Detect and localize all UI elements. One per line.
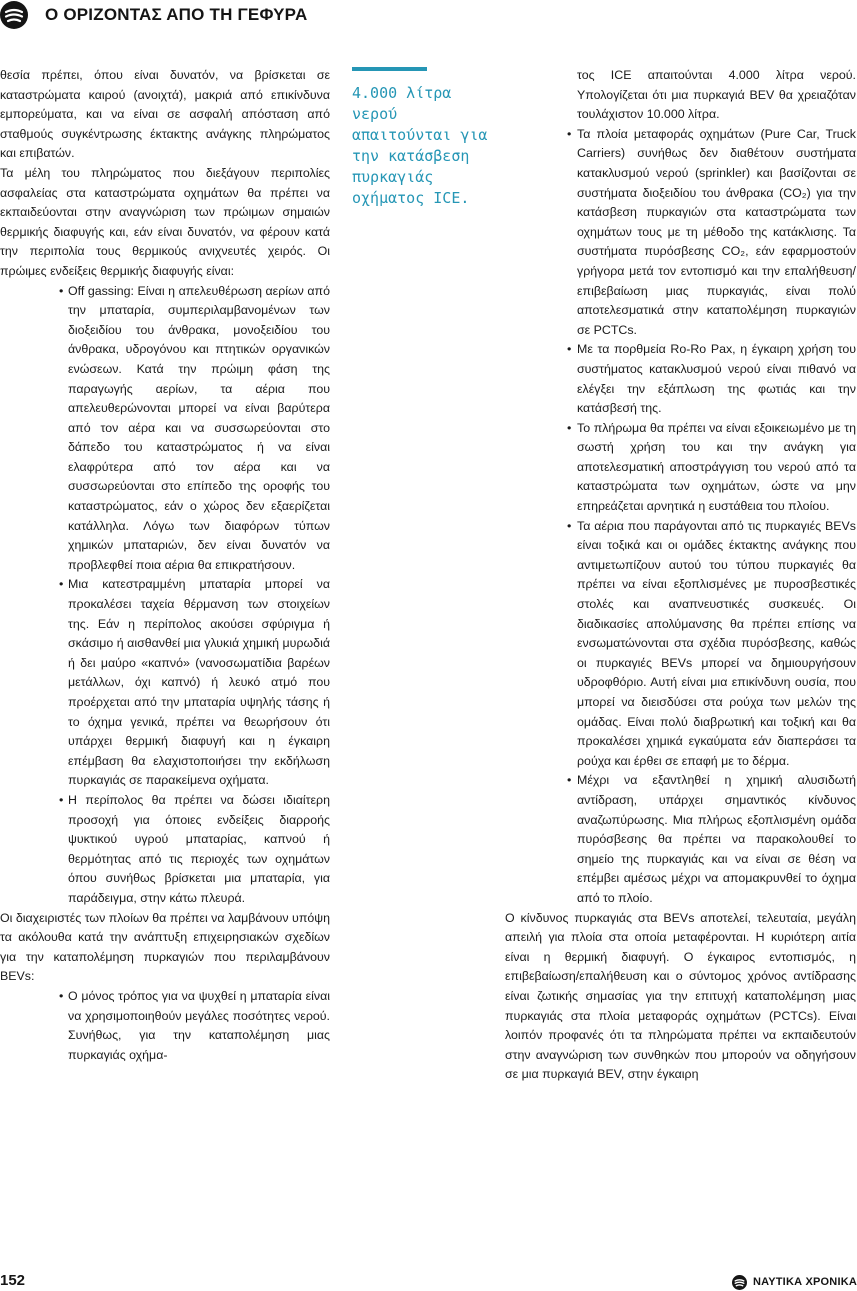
paragraph: Τα μέλη του πληρώματος που διεξάγουν περιπολίες ασφαλείας στα καταστρώματα οχημάτων θα πρέπει να εκπαιδεύονται στην αναγνώριση των πρώιμων σημαιών θερμικής διαφυγής και, εάν είναι δυνατόν, να φέρουν κατά την περιπολία τους θερμικούς ανιχνευτές χειρός. Οι πρώιμες ενδείξεις θερμικής διαφυγής είναι: [0,165,330,278]
list-item: • Τα πλοία μεταφοράς οχημάτων (Pure Car, Truck Carriers) συνήθως δεν διαθέτουν συστήματα κατακλυσμού νερού (sprinkler) και βασίζονται σε συστήματα διοξειδίου του άνθρακα (CO₂) για την κατάσβεση πυρκαγιών στα καταστρώματα των οχημάτων τους με τη μέθοδο της κατάκλισης. Τα συστήματα πυρόσβεσης CO₂, εάν εφαρμοστούν γρήγορα μετά τον εντοπισμό και την επαλήθευση/επιβεβαίωση μιας πυρκαγιάς, είναι πολύ αποτελεσματικά στην καταπολέμηση πυρκαγιών σε PCTCs. [505,125,856,341]
publication-logo-icon [0,1,28,29]
list-item: • Το πλήρωμα θα πρέπει να είναι εξοικειωμένο με τη σωστή χρήση του και την ανάγκη για αποτελεσματική αποστράγγιση του νερού από τα καταστρώματα των οχημάτων, ώστε να μην επηρεάζεται αρνητικά η ευστάθεια του πλοίου. [505,419,856,517]
page-header [0,0,857,30]
footer-brand [732,1274,857,1290]
section-title: Ο ΟΡΙΖΟΝΤΑΣ ΑΠΟ ΤΗ ΓΕΦΥΡΑ [45,5,308,24]
list-item: • Τα αέρια που παράγονται από τις πυρκαγιές BEVs είναι τοξικά και οι ομάδες έκτακτης ανάγκης που αντιμετωπίζουν αυτού του τύπου πυρκαγιές θα πρέπει να είναι εξοπλισμένες με πυροσβεστικές στολές και αναπνευστικές συσκευές. Οι διαδικασίες απολύμανσης θα πρέπει επίσης να ενσωματώνονται στα σχέδια πυρόσβεσης, καθώς οι πυρκαγιές BEVs μπορεί να δημιουργήσουν υδροφθόριο. Αυτή είναι μια επικίνδυνη ουσία, που μπορεί να διεισδύσει στα ρούχα των μελών της ομάδας. Είναι πολύ διαβρωτική και τοξική και θα προκαλέσει χημικά εγκαύματα εάν διαπεράσει τα ρούχα και έρθει σε επαφή με το δέρμα. [505,517,856,772]
publication-logo-icon [732,1275,747,1290]
paragraph: θεσία πρέπει, όπου είναι δυνατόν, να βρίσκεται σε καταστρώματα καιρού (ανοιχτά), μακριά από επικίνδυνα εμπορεύματα, και να είναι σε ασφαλή απόσταση από σταθμούς συγκέντρωσης έκτακτης ανάγκης πληρώματος και επιβατών. [0,68,330,161]
right-column [505,66,856,1085]
page-number: 152 [0,1272,26,1289]
bullet-list [505,125,856,909]
paragraph: Οι διαχειριστές των πλοίων θα πρέπει να λαμβάνουν υπόψη τα ακόλουθα κατά την ανάπτυξη επιχειρησιακών σχεδίων για την καταπολέμηση πυρκαγιών που περιλαμβάνουν BEVs: [0,910,330,984]
list-item: • Off gassing: Είναι η απελευθέρωση αερίων από την μπαταρία, συμπεριλαμβανομένων των διοξειδίου του άνθρακα, μονοξειδίου του άνθρακα, υδρογόνου και πτητικών οργανικών ενώσεων. Κατά την πρώιμη φάση της παραγωγής αερίων, τα αέρια που απελευθερώνονται μπορεί να είναι βαρύτερα από τον αέρα και να συσσωρεύονται στο δάπεδο του καταστρώματος ή να είναι ελαφρύτερα από τον αέρα και να συσσωρεύονται στο επίπεδο της οροφής του καταστρώματος, εάν ο χώρος δεν εξαερίζεται κατάλληλα. Λόγω των διαφόρων τύπων χημικών μπαταριών, δεν είναι δυνατόν να προβλεφθεί ποια αέρια θα επικρατήσουν. [0,282,330,576]
pull-quote-text: 4.000 λίτρα νερού απαιτούνται για την κατάσβεση πυρκαγιάς οχήματος ICE. [352,84,488,207]
list-item: • Μια κατεστραμμένη μπαταρία μπορεί να προκαλέσει ταχεία θέρμανση των στοιχείων της. Εάν η περίπολος ακούσει σφύριγμα ή σκάσιμο ή αισθανθεί μια γλυκιά χημική μυρωδιά ή δει μαύρο «καπνό» (νανοσωματίδια βαρέων μετάλλων, όχι καπνό) ή λευκό ατμό που προέρχεται από την μπαταρία υψηλής τάσης ή το όχημα γενικά, πρέπει να θεωρήσουν ότι υπάρχει θερμική διαφυγή και η έγκαιρη επέμβαση θα ελαχιστοποιήσει την εκδήλωση πυρκαγιάς σε παρακείμενα οχήματα. [0,575,330,791]
list-item: • Η περίπολος θα πρέπει να δώσει ιδιαίτερη προσοχή για όποιες ενδείξεις διαρροής ψυκτικού υγρού μπαταρίας, καπνού ή θερμότητας από τις περιοχές των οχημάτων όπου συνήθως βρίσκεται μια μπαταρία, για παράδειγμα, στην κάτω πλευρά. [0,791,330,909]
bullet-list [0,987,330,1065]
list-item: • Με τα πορθμεία Ro-Ro Pax, η έγκαιρη χρήση του συστήματος κατακλυσμού νερού είναι πιθανό να ελέγξει την εξάπλωση της φωτιάς και την κατάσβεσή της. [505,340,856,418]
paragraph: Ο κίνδυνος πυρκαγιάς στα BEVs αποτελεί, τελευταία, μεγάλη απειλή για πλοία στα οποία μεταφέρονται. Η κυριότερη αιτία είναι η θερμική διαφυγή. Ο έγκαιρος εντοπισμός, η επιβεβαίωση/επαλήθευση και ο σύντομος χρόνος αντίδρασης είναι ζωτικής σημασίας για την επιτυχή καταπολέμηση μιας πυρκαγιάς στα πλοία μεταφοράς οχημάτων (PCTCs). Είναι λοιπόν προφανές ότι τα πληρώματα πρέπει να εκπαιδευτούν στην αναγνώριση των συνθηκών που μπορούν να οδηγήσουν σε μια πυρκαγιά BEV, στην έγκαιρη [505,910,856,1082]
pull-quote-rule [352,67,427,71]
pull-quote [352,67,512,209]
brand-name: ΝΑΥΤΙΚΑ ΧΡΟΝΙΚΑ [752,1276,857,1288]
paragraph-continuation: τος ICE απαιτούνται 4.000 λίτρα νερού. Υπολογίζεται ότι μια πυρκαγιά BEV θα χρειαζόταν τουλάχιστον 10.000 λίτρα. [577,68,856,122]
list-item: • Μέχρι να εξαντληθεί η χημική αλυσιδωτή αντίδραση, υπάρχει σημαντικός κίνδυνος αναζωπύρωσης. Μια πλήρως εξοπλισμένη ομάδα πυρόσβεσης θα πρέπει να παρακολουθεί το σημείο της πυρκαγιάς και να είναι σε θέση να επέμβει αμέσως μέχρι να απομακρυνθεί το όχημα από το πλοίο. [505,771,856,908]
bullet-list [0,282,330,909]
left-column [0,66,330,1065]
list-item: • Ο μόνος τρόπος για να ψυχθεί η μπαταρία είναι να χρησιμοποιηθούν μεγάλες ποσότητες νερού. Συνήθως, για την καταπολέμηση μιας πυρκαγιάς οχήμα- [0,987,330,1065]
